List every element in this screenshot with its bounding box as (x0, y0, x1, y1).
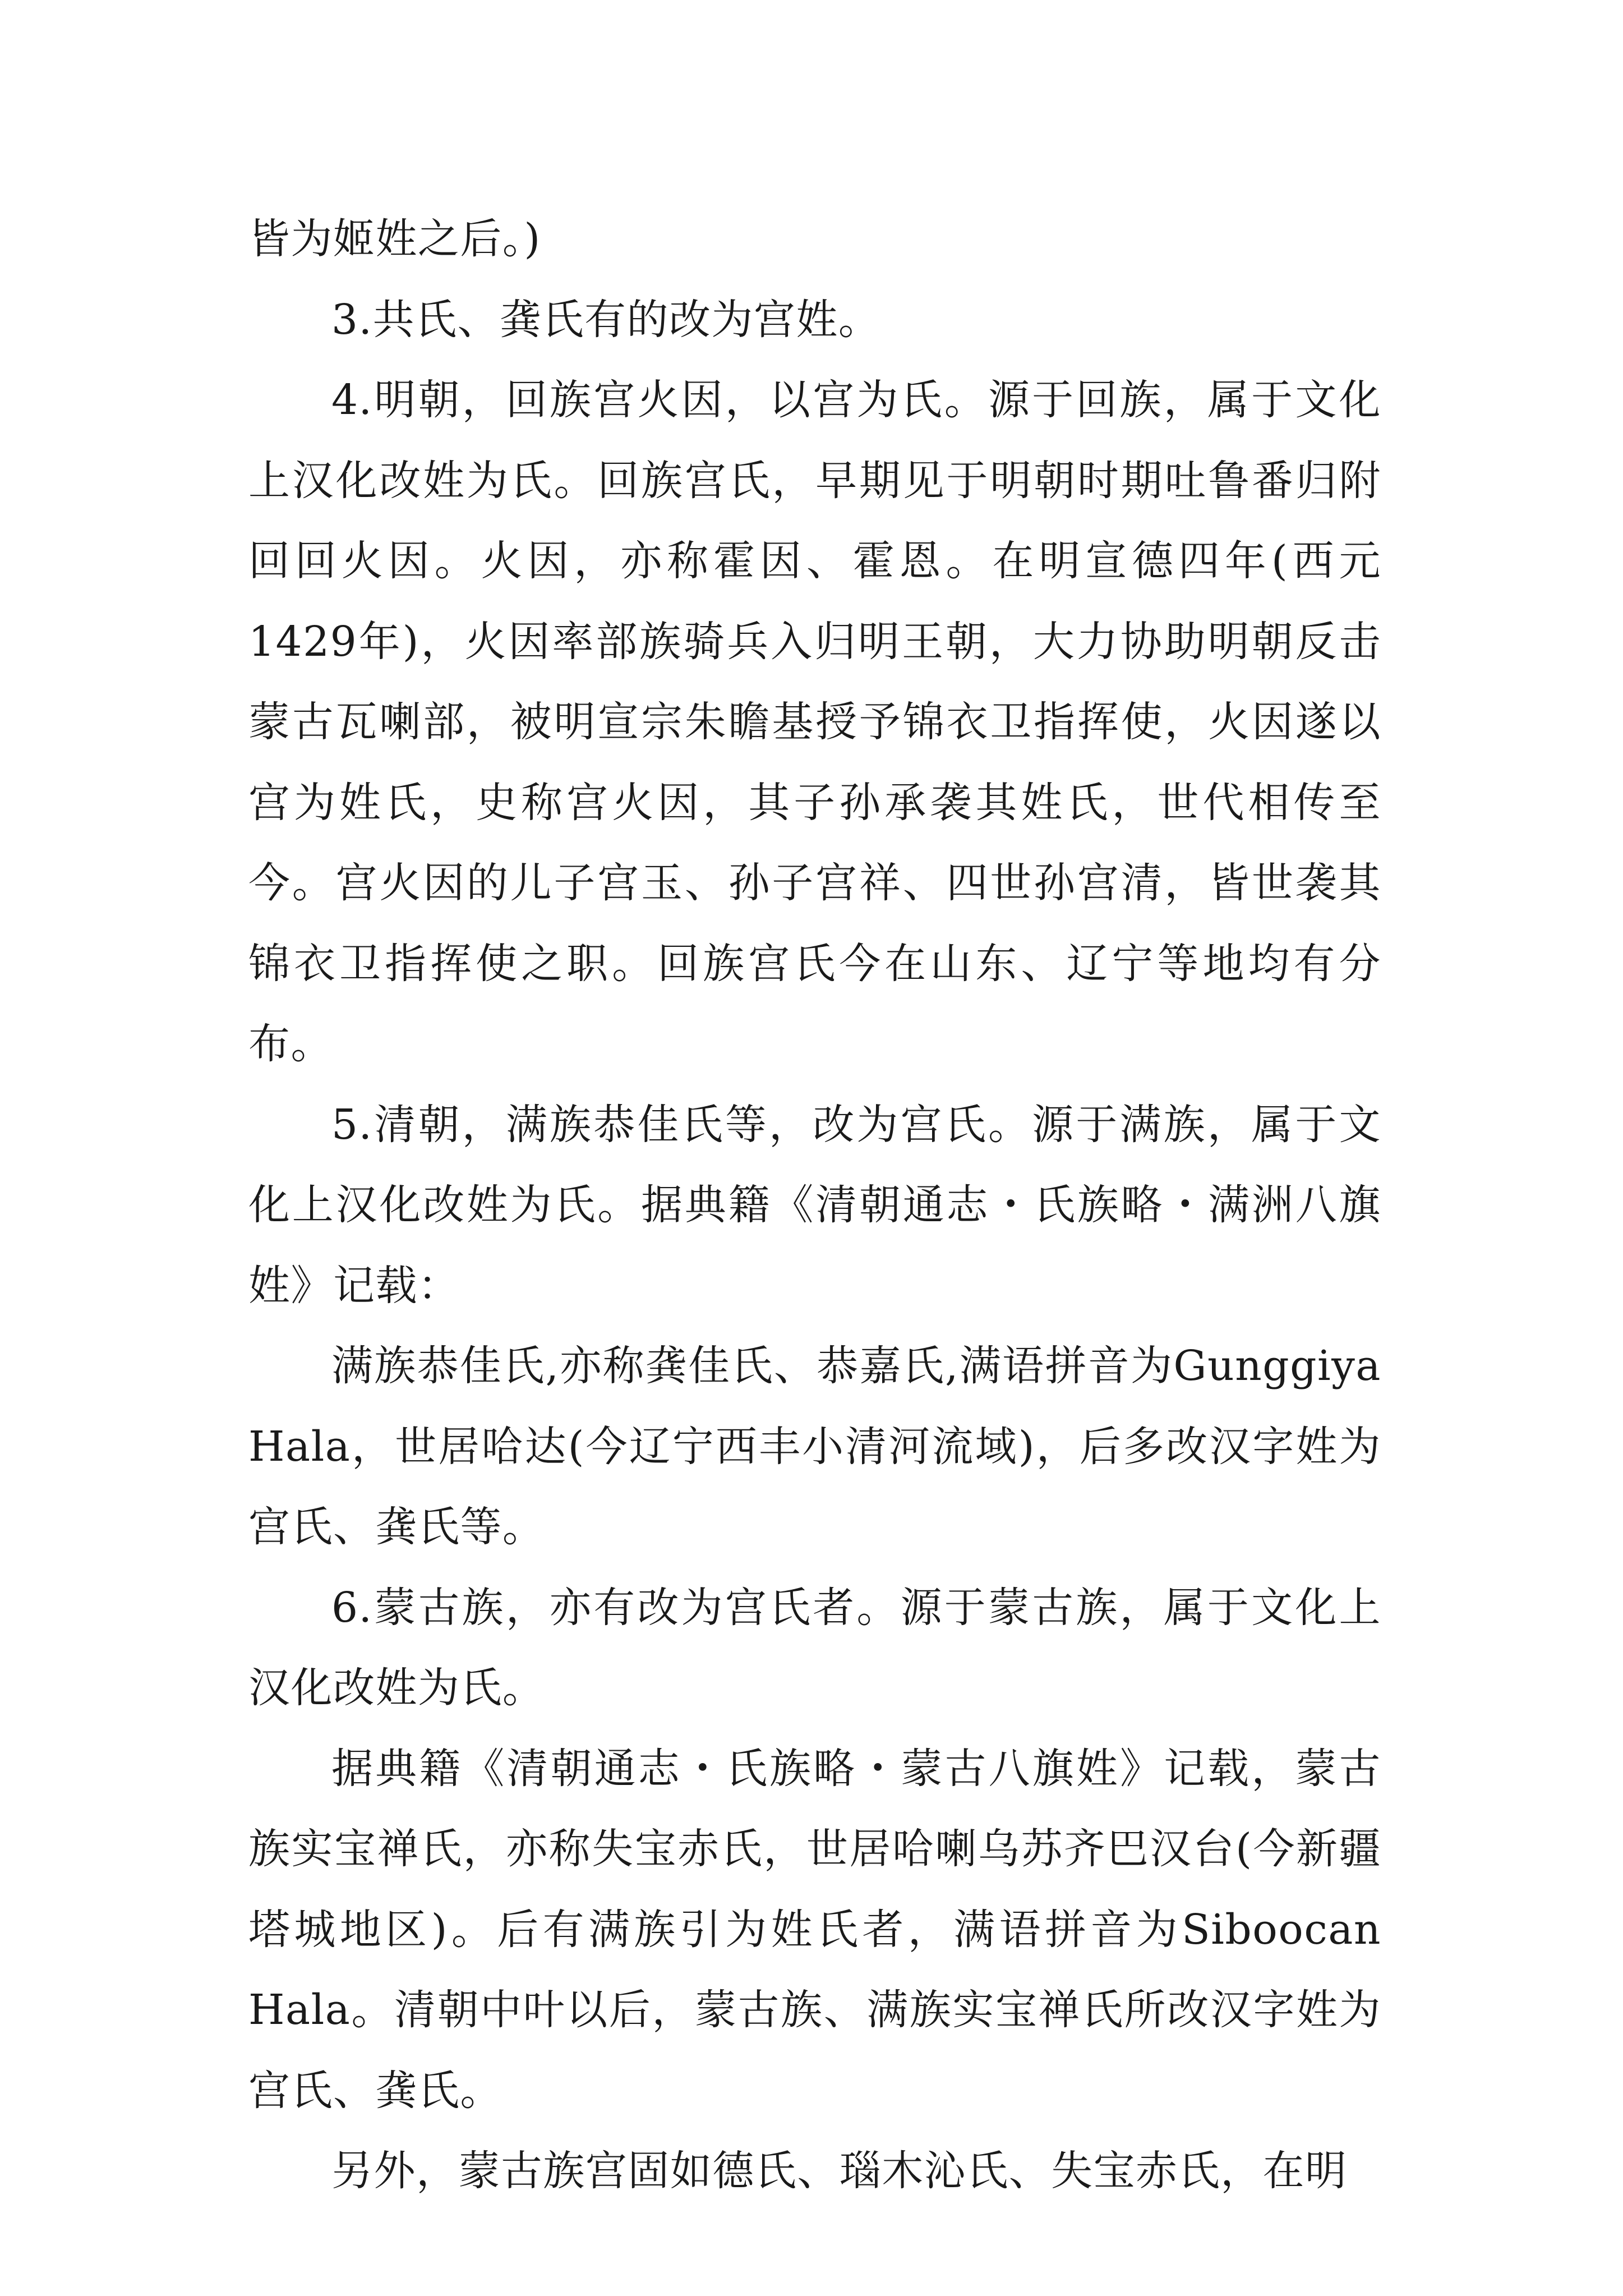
paragraph-8: 另外，蒙古族宫固如德氏、瑙木沁氏、失宝赤氏，在明 (331, 2147, 1348, 2195)
paragraph-2: 3.共氏、龚氏有的改为宫姓。 (331, 295, 881, 344)
paragraph-6: 6.蒙古族，亦有改为宫氏者。源于蒙古族，属于文化上汉化改姓为氏。 (248, 1583, 1381, 1712)
paragraph-7: 据典籍《清朝通志・氏族略・蒙古八旗姓》记载，蒙古族实宝禅氏，亦称失宝赤氏，世居哈喇乌苏齐巴汉台(今新疆塔城地区)。后有满族引为姓氏者，满语拼音为Siboocan Hala。清朝中叶以后，蒙古族、满族实宝禅氏所改汉字姓为宫氏、龚氏。 (248, 1744, 1381, 2115)
paragraph-3: 4.明朝，回族宫火因，以宫为氏。源于回族，属于文化上汉化改姓为氏。回族宫氏，早期见于明朝时期吐鲁番归附回回火因。火因，亦称霍因、霍恩。在明宣德四年(西元1429年)，火因率部族骑兵入归明王朝，大力协助明朝反击蒙古瓦喇部，被明宣宗朱瞻基授予锦衣卫指挥使，火因遂以宫为姓氏，史称宫火因，其子孙承袭其姓氏，世代相传至今。宫火因的儿子宫玉、孙子宫祥、四世孙宫清，皆世袭其锦衣卫指挥使之职。回族宫氏今在山东、辽宁等地均有分布。 (248, 376, 1381, 1068)
body-text (248, 199, 1381, 2212)
paragraph-5: 满族恭佳氏,亦称龚佳氏、恭嘉氏,满语拼音为Gunggiya Hala，世居哈达(今辽宁西丰小清河流域)，后多改汉字姓为宫氏、龚氏等。 (248, 1342, 1382, 1551)
paragraph-4: 5.清朝，满族恭佳氏等，改为宫氏。源于满族，属于文化上汉化改姓为氏。据典籍《清朝通志・氏族略・满洲八旗姓》记载： (248, 1100, 1381, 1310)
paragraph-1: 皆为姬姓之后。) (248, 215, 541, 263)
